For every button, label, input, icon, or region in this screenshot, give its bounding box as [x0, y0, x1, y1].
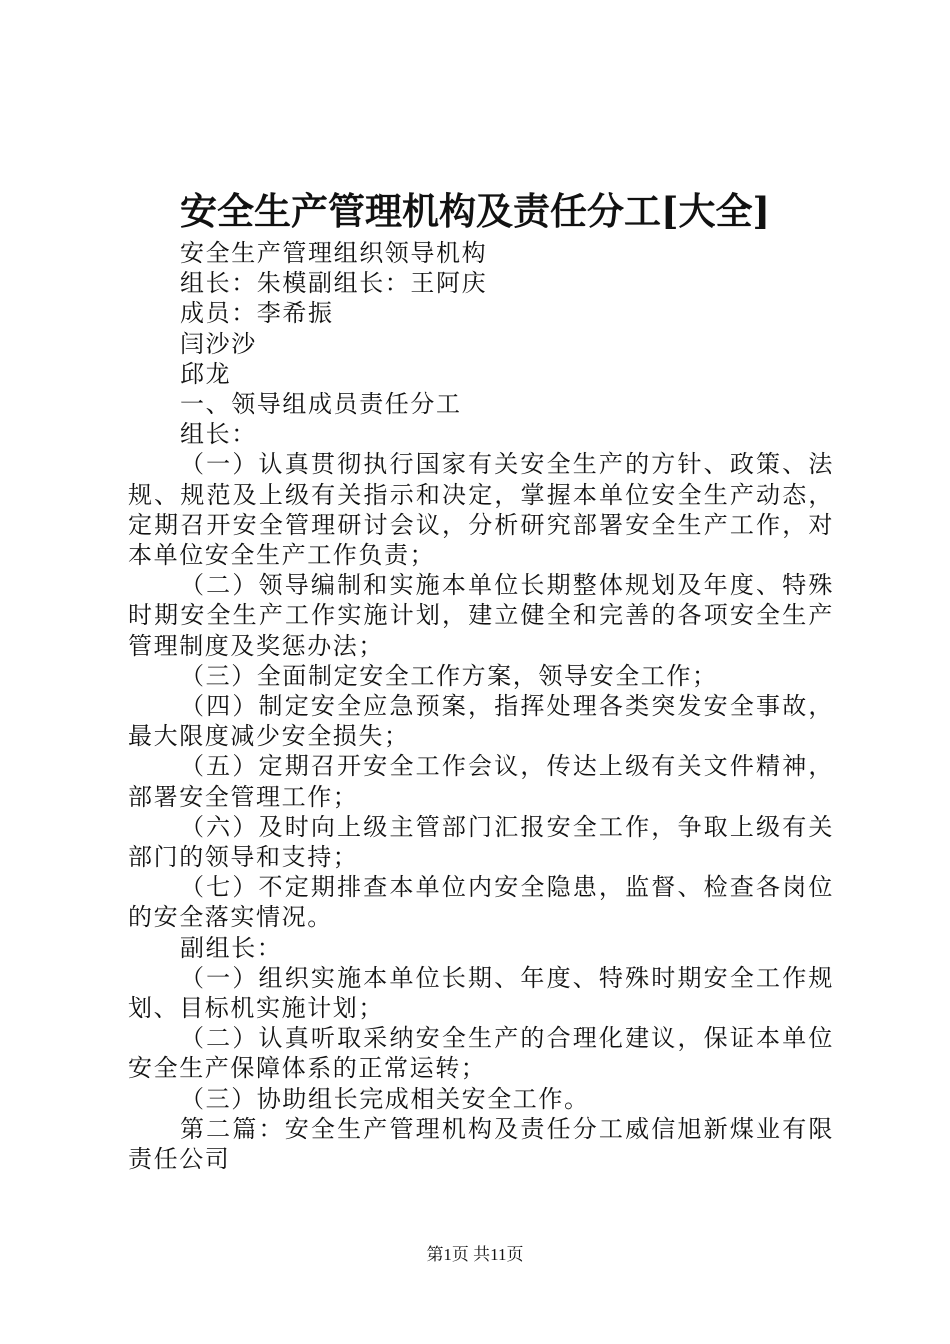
leader-duty: （七）不定期排查本单位内安全隐患，监督、检查各岗位的安全落实情况。 [128, 873, 834, 932]
leader-duty: （六）及时向上级主管部门汇报安全工作，争取上级有关部门的领导和支持； [128, 812, 834, 872]
member-name: 邱龙 [180, 359, 232, 388]
member-name: 闫沙沙 [180, 329, 257, 358]
deputy-duty: （三）协助组长完成相关安全工作。 [180, 1084, 590, 1113]
section-heading: 一、领导组成员责任分工 [180, 390, 462, 419]
leader-line: 组长：朱模副组长：王阿庆 [180, 269, 488, 298]
page-footer: 第1页 共11页 [426, 1245, 524, 1264]
members-line: 成员：李希振 [180, 299, 334, 328]
deputy-duty: （一）组织实施本单位长期、年度、特殊时期安全工作规划、目标机实施计划； [128, 963, 834, 1023]
leader-duty: （五）定期召开安全工作会议，传达上级有关文件精神，部署安全管理工作； [128, 752, 834, 811]
deputy-duty: （二）认真听取采纳安全生产的合理化建议，保证本单位安全生产保障体系的正常运转； [128, 1024, 834, 1083]
org-heading: 安全生产管理组织领导机构 [180, 239, 488, 267]
document-title: 安全生产管理机构及责任分工[大全] [179, 189, 770, 233]
second-part-heading: 第二篇：安全生产管理机构及责任分工威信旭新煤业有限责任公司 [128, 1114, 834, 1174]
document-body [128, 238, 834, 1174]
deputy-label: 副组长： [180, 933, 283, 962]
leader-duty: （二）领导编制和实施本单位长期整体规划及年度、特殊时期安全生产工作实施计划，建立健全和完善的各项安全生产管理制度及奖惩办法； [128, 571, 834, 660]
leader-duty: （一）认真贯彻执行国家有关安全生产的方针、政策、法规、规范及上级有关指示和决定，掌握本单位安全生产动态，定期召开安全管理研讨会议，分析研究部署安全生产工作，对本单位安全生产工作负责； [128, 450, 834, 570]
leader-duty: （四）制定安全应急预案，指挥处理各类突发安全事故，最大限度减少安全损失； [128, 692, 834, 751]
leader-duty: （三）全面制定安全工作方案，领导安全工作； [180, 661, 718, 690]
leader-label: 组长： [180, 420, 257, 449]
